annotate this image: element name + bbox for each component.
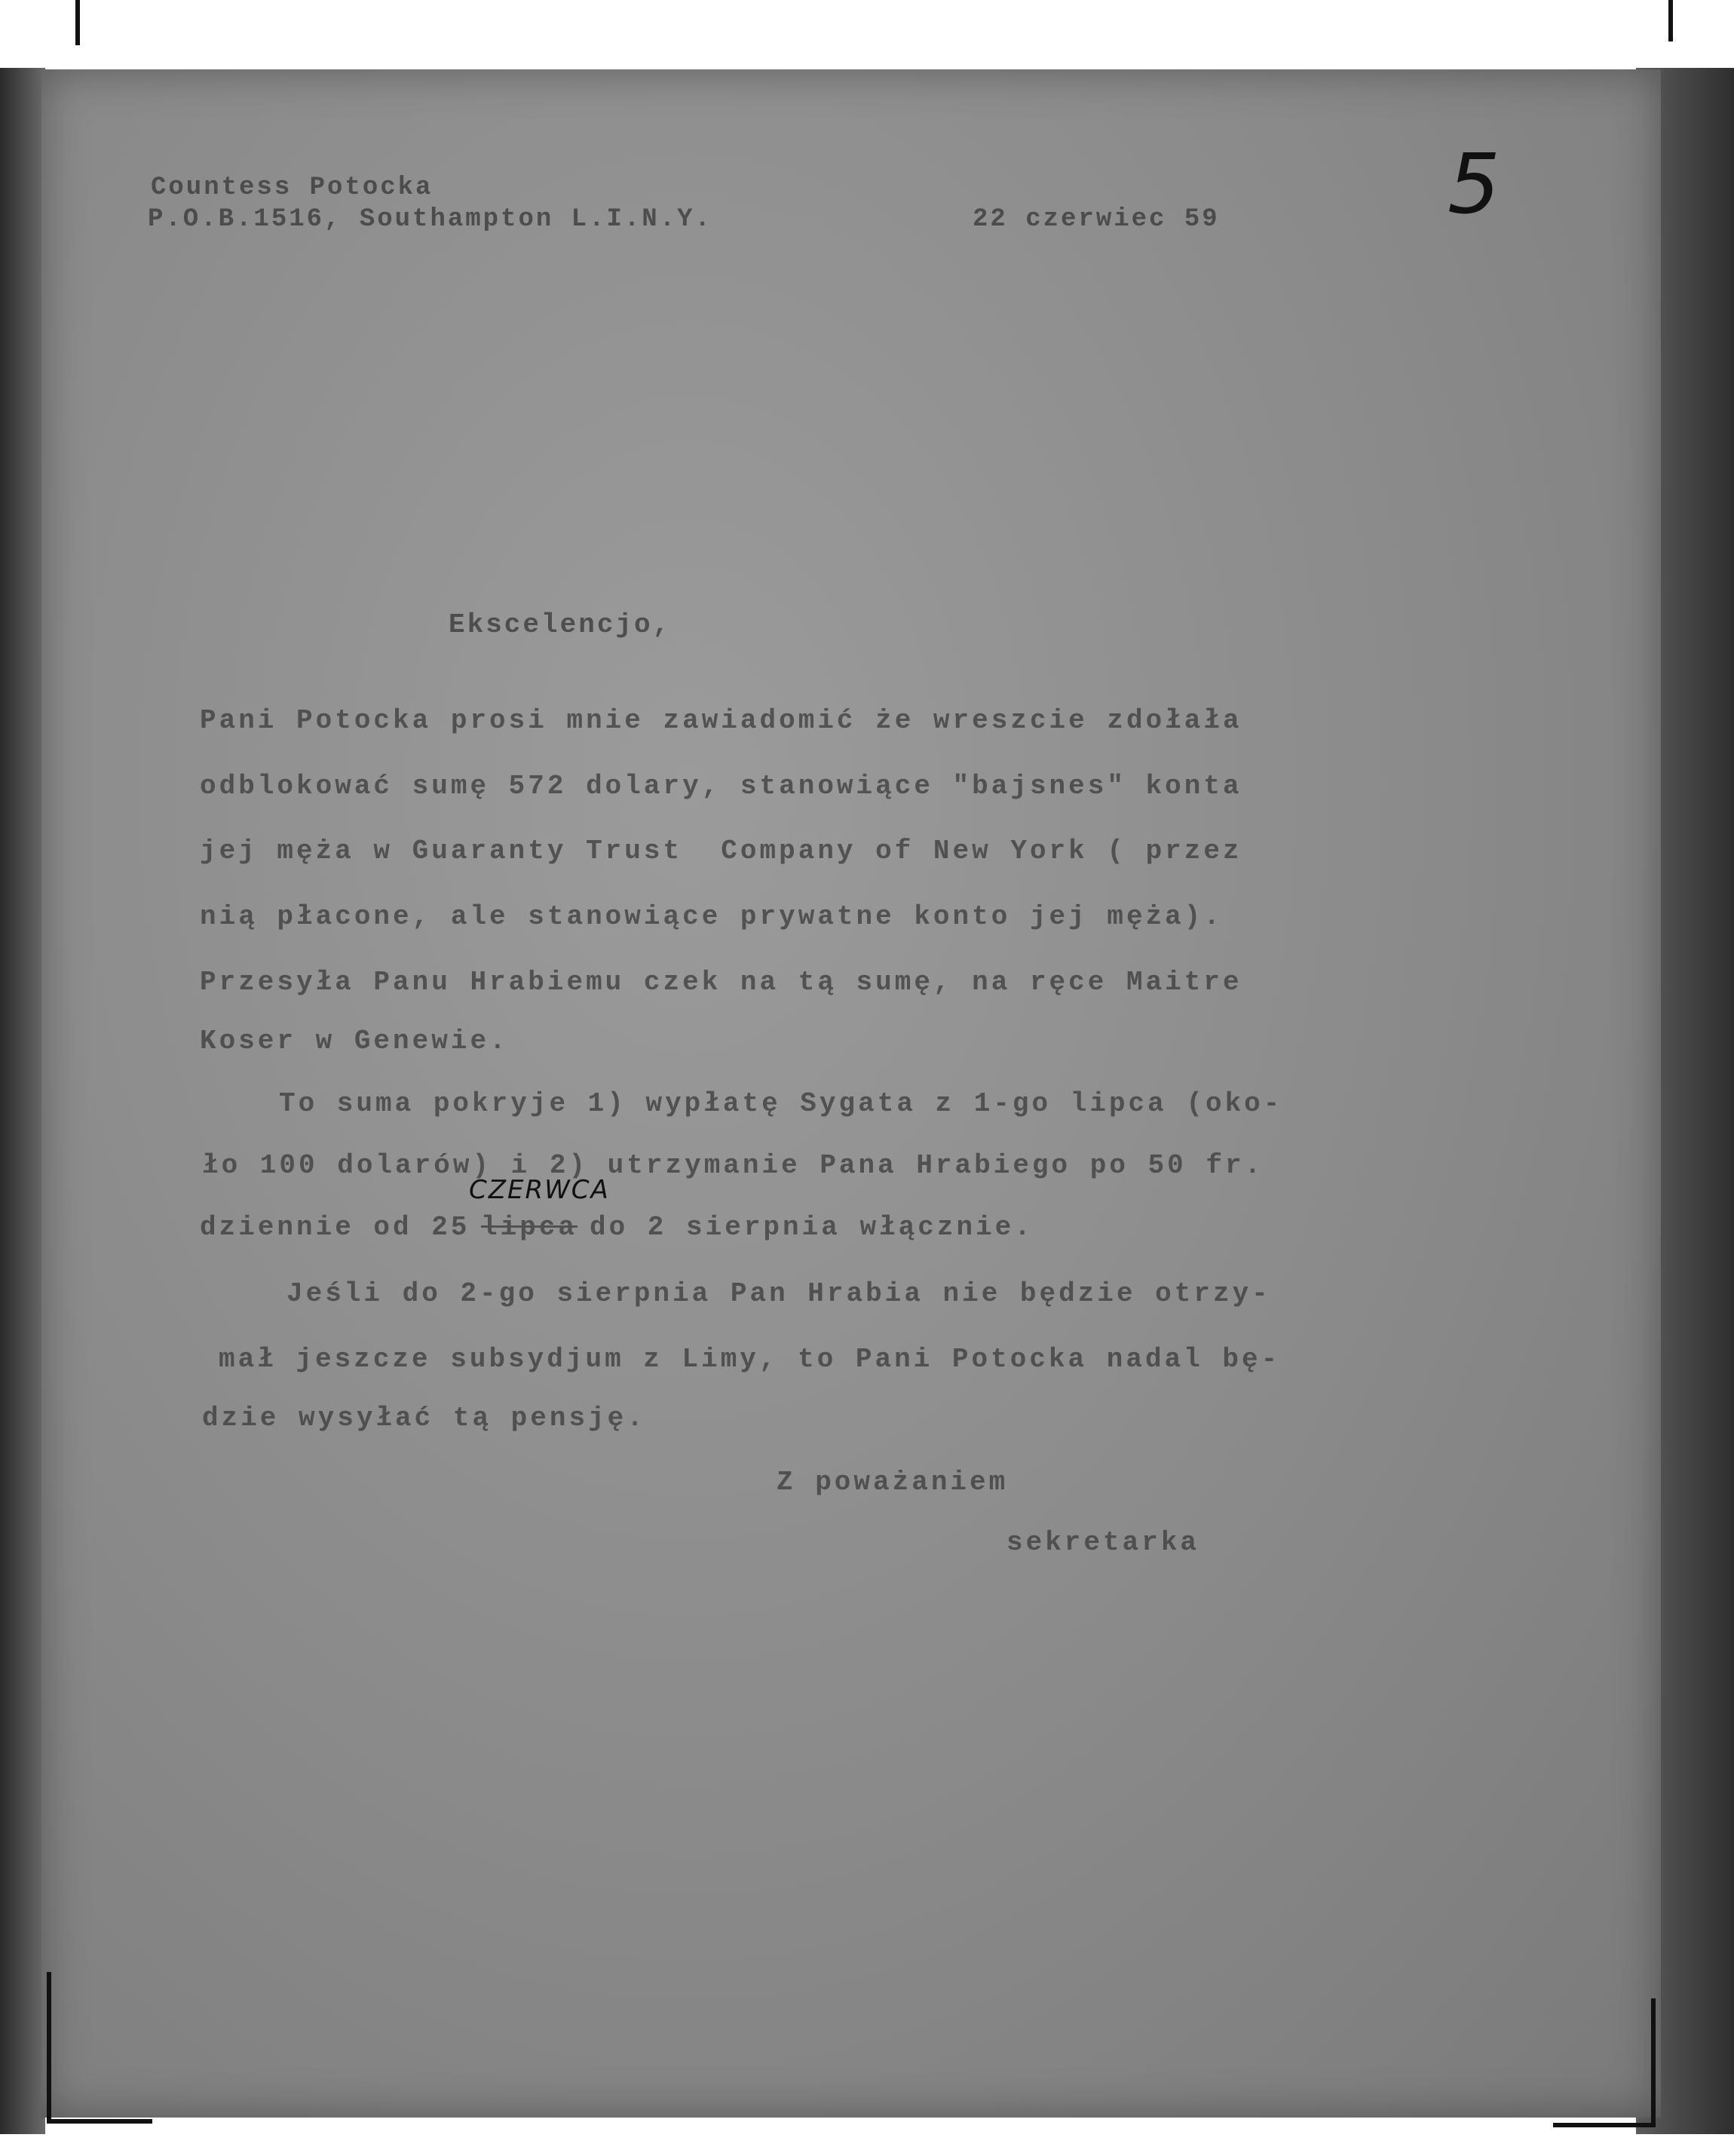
body-line: Koser w Genewie. — [200, 1026, 509, 1057]
film-edge-left — [0, 68, 45, 2134]
crop-mark — [47, 2119, 152, 2124]
sender-name: Countess Potocka — [151, 173, 434, 202]
crop-mark — [47, 1972, 51, 2123]
body-line: Przesyła Panu Hrabiemu czek na tą sumę, na ręce Maitre — [200, 967, 1242, 998]
crop-mark — [75, 0, 80, 45]
crop-mark — [1553, 2123, 1656, 2127]
body-line: do 2 sierpnia włącznie. — [590, 1212, 1034, 1243]
crop-mark — [1668, 0, 1673, 41]
salutation: Ekscelencjo, — [449, 609, 672, 640]
body-line: To suma pokryje 1) wypłatę Sygata z 1-go lipca (oko- — [279, 1088, 1283, 1119]
handwritten-correction: CZERWCA — [469, 1175, 610, 1205]
body-line: Jeśli do 2-go sierpnia Pan Hrabia nie będzie otrzy- — [286, 1278, 1271, 1309]
closing: Z poważaniem — [777, 1467, 1009, 1498]
body-line: dzie wysyłać tą pensję. — [202, 1403, 646, 1434]
body-line: ło 100 dolarów) i 2) utrzymanie Pana Hrabiego po 50 fr. — [202, 1150, 1264, 1181]
struck-word: lipca — [481, 1212, 578, 1243]
page-number: 5 — [1448, 136, 1500, 232]
body-line: Pani Potocka prosi mnie zawiadomić że wreszcie zdołała — [200, 705, 1242, 736]
signature: sekretarka — [1006, 1527, 1200, 1558]
letter-date: 22 czerwiec 59 — [973, 205, 1220, 234]
body-line: jej męża w Guaranty Trust Company of New York ( przez — [200, 836, 1242, 866]
body-line: odblokować sumę 572 dolary, stanowiące "bajsnes" konta — [200, 771, 1242, 802]
sender-address: P.O.B.1516, Southampton L.I.N.Y. — [148, 205, 712, 234]
crop-mark — [1651, 1998, 1656, 2127]
body-line: mał jeszcze subsydjum z Limy, to Pani Potocka nadal bę- — [219, 1344, 1281, 1375]
body-line: nią płacone, ale stanowiące prywatne konto jej męża). — [200, 901, 1223, 932]
body-line: dziennie od 25 — [200, 1212, 470, 1243]
